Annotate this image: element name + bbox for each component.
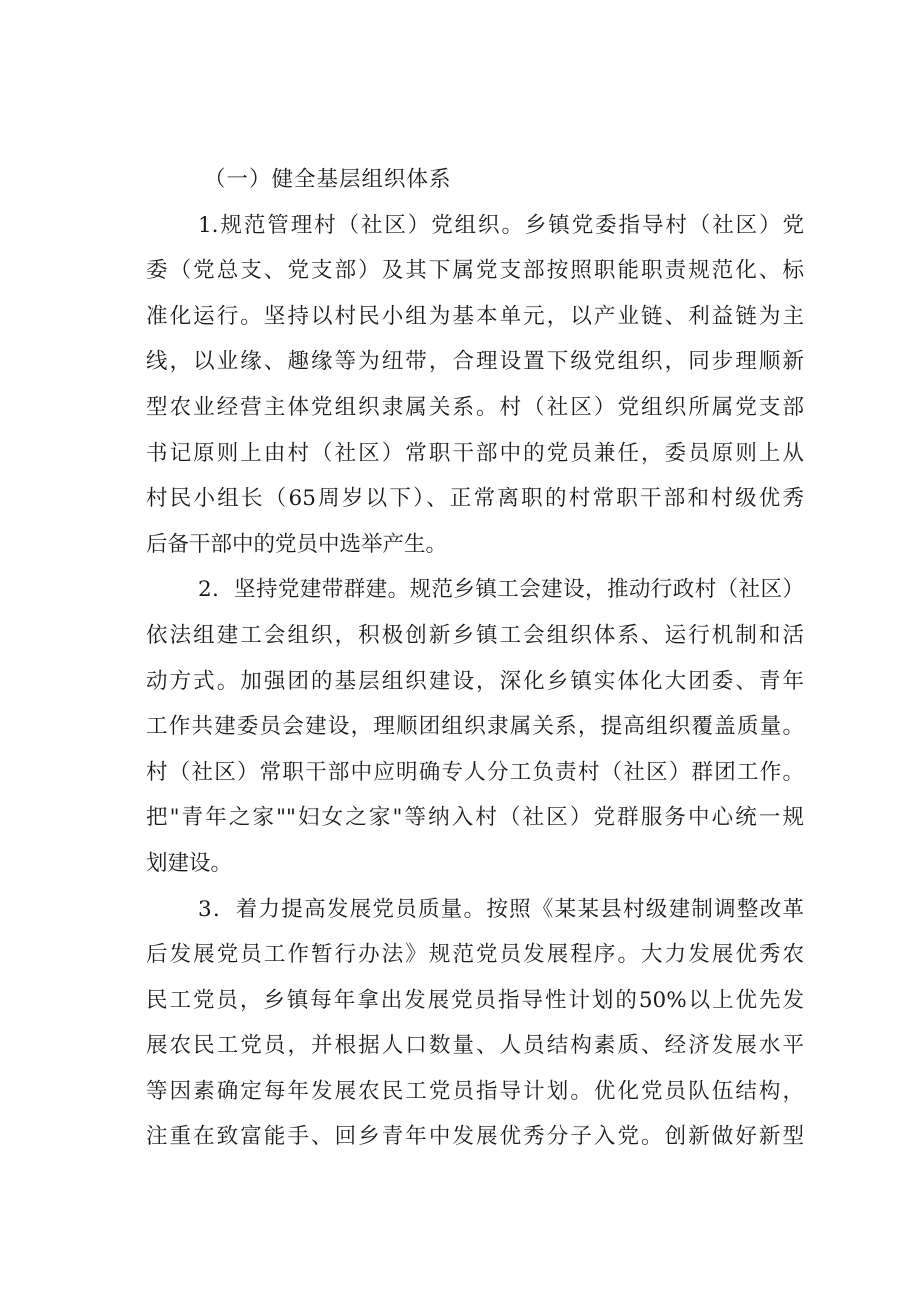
paragraph-line: 型农业经营主体党组织隶属关系。村（社区）党组织所属党支部 (146, 394, 804, 420)
paragraph-line: 村民小组长（65周岁以下）、正常离职的村常职干部和村级优秀 (146, 486, 804, 512)
paragraph-line: 把"青年之家""妇女之家"等纳入村（社区）党群服务中心统一规 (146, 805, 804, 831)
paragraph-line: 3．着力提高发展党员质量。按照《某某县村级建制调整改革 (198, 896, 804, 922)
paragraph-line: 民工党员，乡镇每年拿出发展党员指导性计划的50%以上优先发 (146, 987, 804, 1013)
paragraph-line: 线，以业缘、趣缘等为纽带，合理设置下级党组织，同步理顺新 (146, 349, 804, 375)
paragraph-2 (146, 567, 804, 886)
paragraph-line: 村（社区）常职干部中应明确专人分工负责村（社区）群团工作。 (146, 759, 804, 785)
section-heading: （一）健全基层组织体系 (204, 167, 452, 192)
document-body (146, 157, 804, 1160)
paragraph-line: 等因素确定每年发展农民工党员指导计划。优化党员队伍结构， (146, 1078, 804, 1104)
paragraph-line: 2．坚持党建带群建。规范乡镇工会建设，推动行政村（社区） (198, 577, 804, 603)
paragraph-line: 划建设。 (146, 850, 233, 876)
paragraph-line: 依法组建工会组织，积极创新乡镇工会组织体系、运行机制和活 (146, 622, 804, 648)
paragraph-line: 注重在致富能手、回乡青年中发展优秀分子入党。创新做好新型 (146, 1124, 804, 1150)
paragraph-3 (146, 887, 804, 1161)
paragraph-line: 委（党总支、党支部）及其下属党支部按照职能职责规范化、标 (146, 258, 804, 284)
paragraph-line: 书记原则上由村（社区）常职干部中的党员兼任，委员原则上从 (146, 440, 804, 466)
paragraph-line: 后备干部中的党员中选举产生。 (146, 531, 448, 557)
paragraph-line: 展农民工党员，并根据人口数量、人员结构素质、经济发展水平 (146, 1033, 804, 1059)
paragraph-1 (146, 203, 804, 568)
paragraph-line: 动方式。加强团的基层组织建设，深化乡镇实体化大团委、青年 (146, 668, 804, 694)
paragraph-line: 1.规范管理村（社区）党组织。乡镇党委指导村（社区）党 (198, 212, 804, 238)
paragraph-line: 后发展党员工作暂行办法》规范党员发展程序。大力发展优秀农 (146, 942, 804, 968)
paragraph-line: 准化运行。坚持以村民小组为基本单元，以产业链、利益链为主 (146, 303, 804, 329)
paragraph-line: 工作共建委员会建设，理顺团组织隶属关系，提高组织覆盖质量。 (146, 714, 804, 740)
